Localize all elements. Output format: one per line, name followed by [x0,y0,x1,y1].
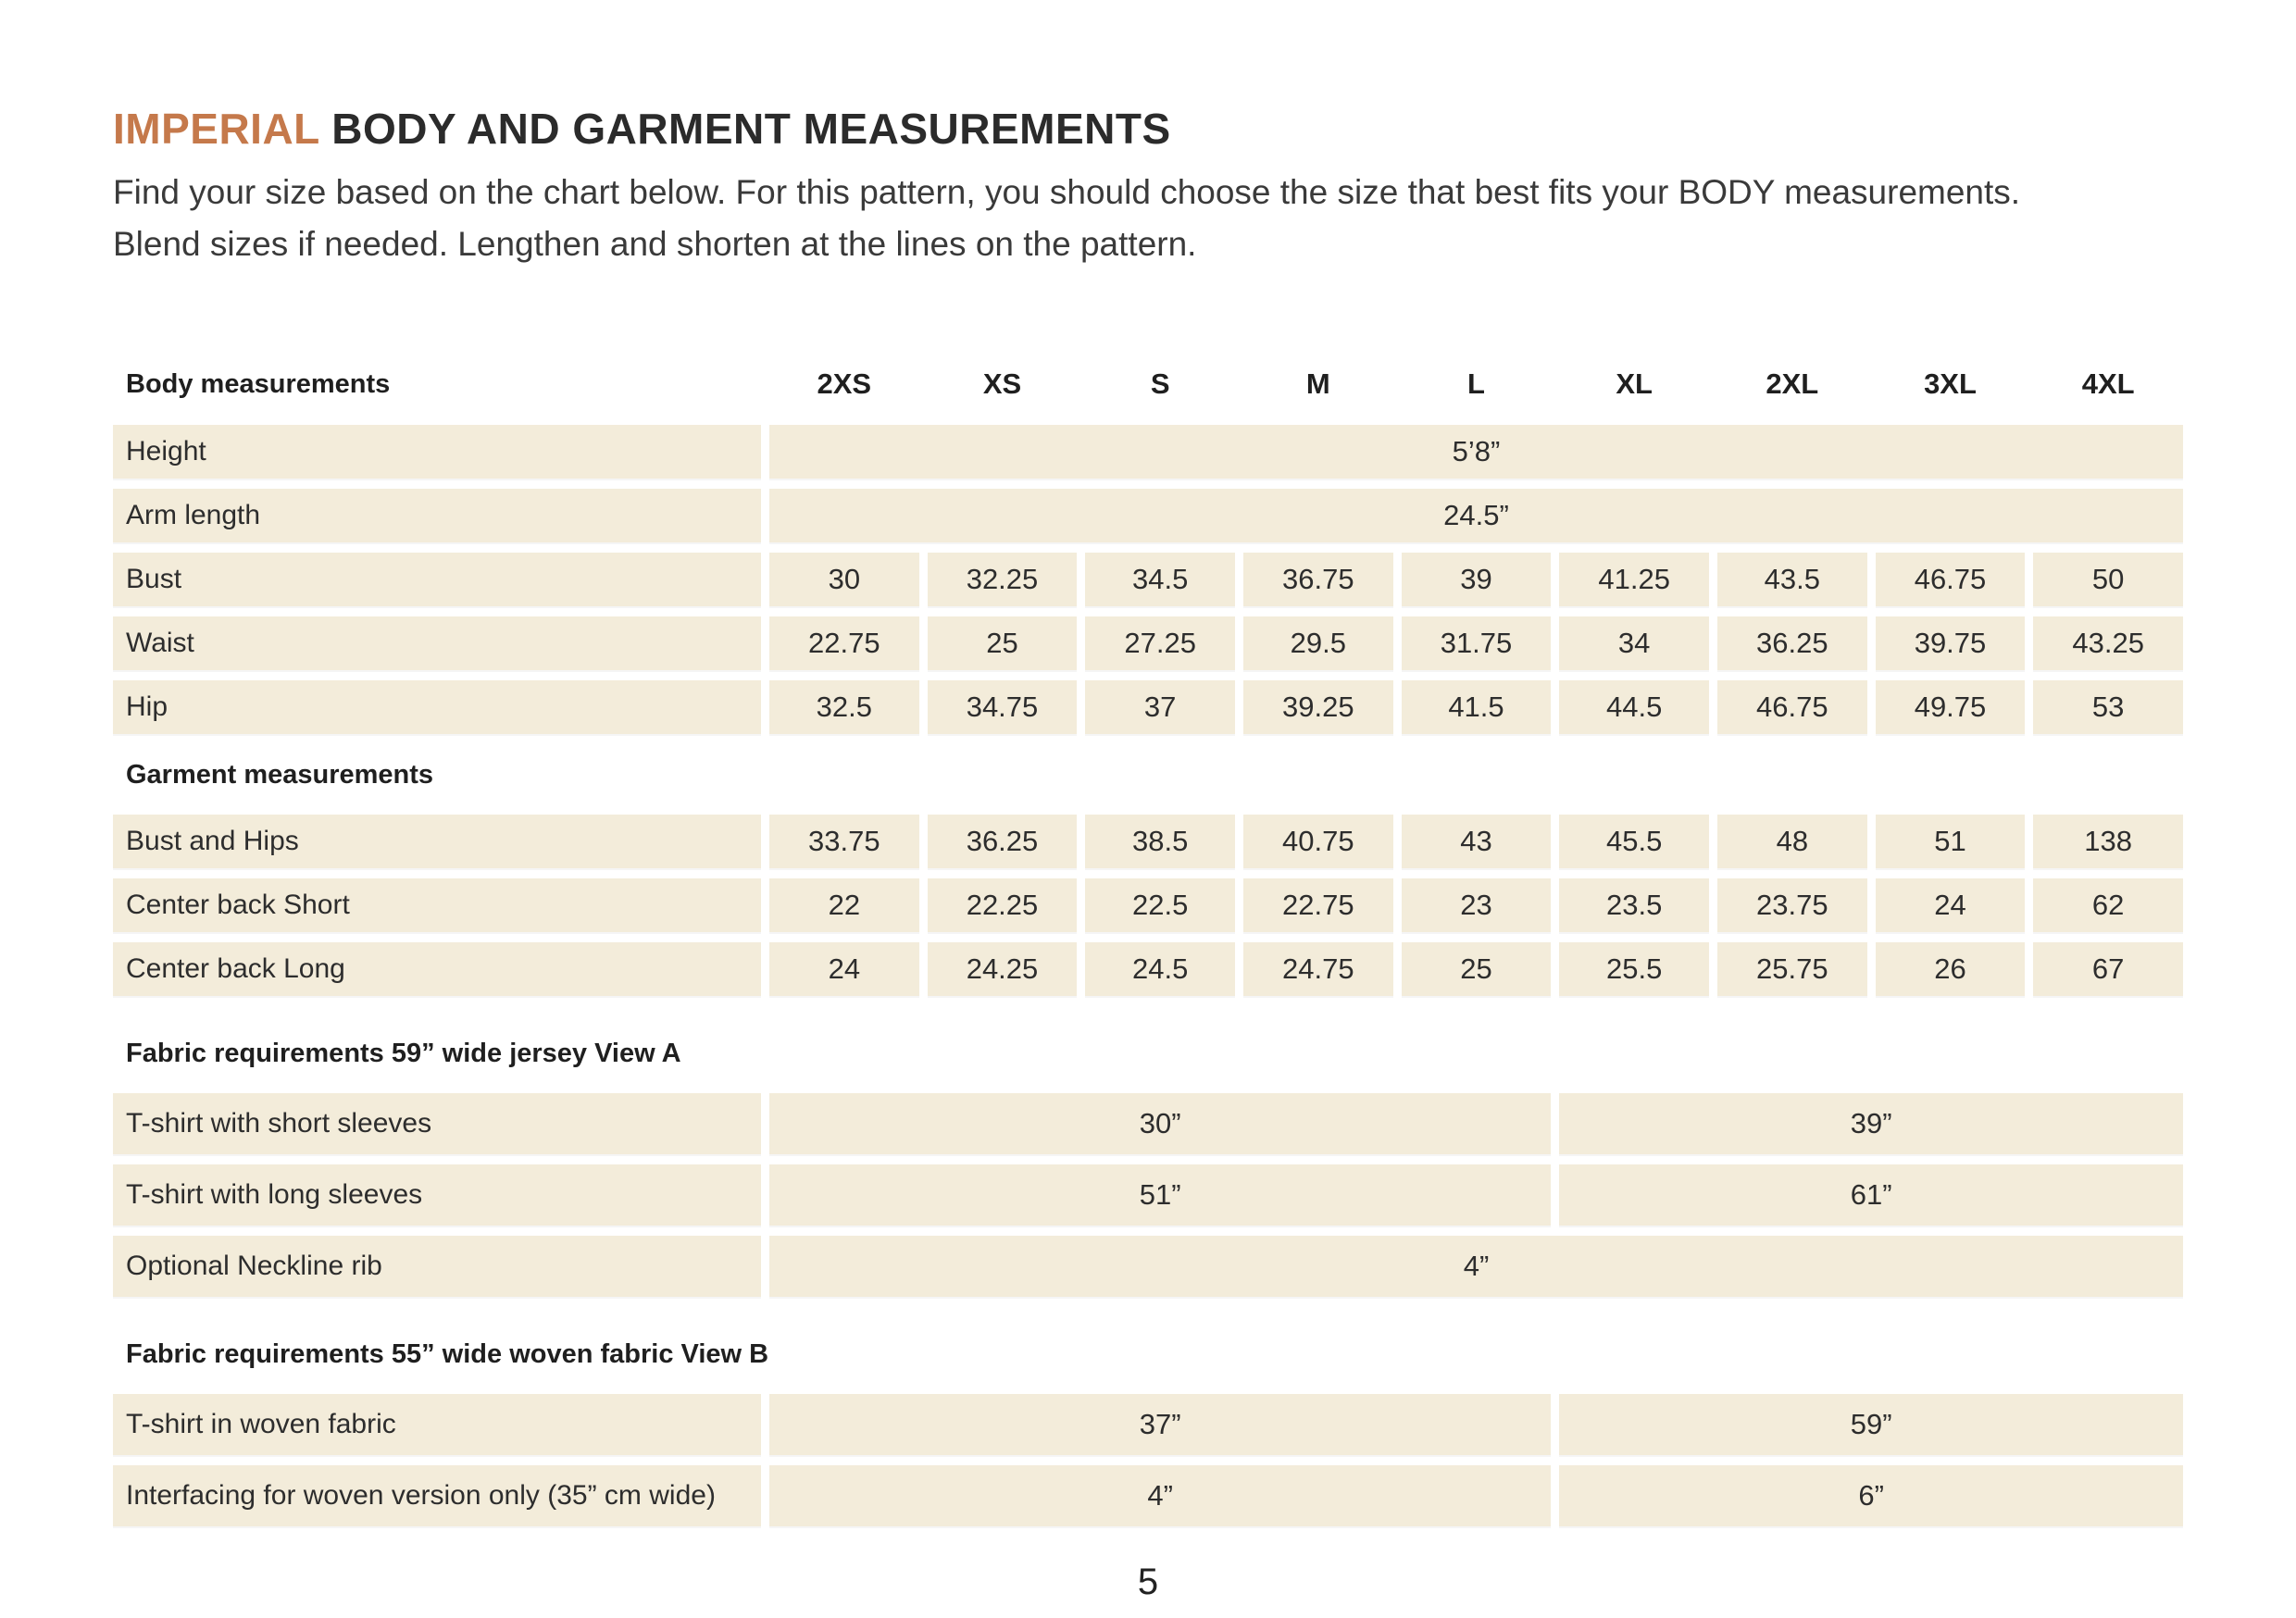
merged-value-cell-left: 51” [769,1164,1551,1226]
row-label: Hip [113,680,761,734]
value-cell: 41.25 [1559,553,1709,606]
row-label: T-shirt in woven fabric [113,1394,761,1455]
value-cell: 43.25 [2033,616,2183,670]
value-cell: 22.75 [1243,878,1393,932]
row-label: Center back Short [113,878,761,932]
table-row [113,616,2183,670]
table-row [113,1164,2183,1226]
value-cell: 53 [2033,680,2183,734]
value-cell: 34 [1559,616,1709,670]
table-row [113,1093,2183,1154]
merged-value-cell-right: 61” [1559,1164,2183,1226]
row-label: Bust and Hips [113,815,761,868]
size-table [113,358,2183,1526]
value-cell: 25.5 [1559,942,1709,996]
value-cell: 29.5 [1243,616,1393,670]
size-header-4xl: 4XL [2081,367,2135,400]
merged-value-cell-left: 4” [769,1465,1551,1526]
table-row [113,942,2183,996]
value-cell: 25 [1402,942,1552,996]
row-label: Bust [113,553,761,606]
value-cell: 23.5 [1559,878,1709,932]
section-heading: Fabric requirements 55” wide woven fabric View B [126,1339,769,1369]
value-cell: 24 [769,942,919,996]
value-cell: 39 [1402,553,1552,606]
value-cell: 27.25 [1085,616,1235,670]
page-title [113,104,2183,154]
value-cell: 34.5 [1085,553,1235,606]
value-cell: 24.5 [1085,942,1235,996]
table-row [113,878,2183,932]
value-cell: 36.25 [928,815,1078,868]
table-row [113,1394,2183,1455]
value-cell: 30 [769,553,919,606]
value-cell: 36.75 [1243,553,1393,606]
value-cell: 22 [769,878,919,932]
value-cell: 43.5 [1717,553,1867,606]
section-heading: Fabric requirements 59” wide jersey View A [126,1039,681,1068]
size-header-l: L [1467,367,1485,400]
value-cell: 46.75 [1876,553,2026,606]
value-cell: 39.25 [1243,680,1393,734]
row-label: Center back Long [113,942,761,996]
table-header-row [113,358,2183,410]
value-cell: 138 [2033,815,2183,868]
value-cell: 62 [2033,878,2183,932]
value-cell: 22.5 [1085,878,1235,932]
row-label: T-shirt with short sleeves [113,1093,761,1154]
merged-value-cell: 24.5” [769,489,2183,542]
size-header-3xl: 3XL [1924,367,1977,400]
value-cell: 23 [1402,878,1552,932]
size-header-2xl: 2XL [1766,367,1819,400]
value-cell: 24.75 [1243,942,1393,996]
value-cell: 50 [2033,553,2183,606]
merged-value-cell-right: 6” [1559,1465,2183,1526]
value-cell: 40.75 [1243,815,1393,868]
value-cell: 44.5 [1559,680,1709,734]
intro-text: Find your size based on the chart below. For this pattern, you should choose the size that best fits your BODY measurements. Blend sizes if needed. Lengthen and shorten at the lines on the pattern. [113,173,2021,263]
table-row [113,489,2183,542]
page-number: 5 [1137,1562,1159,1602]
value-cell: 38.5 [1085,815,1235,868]
value-cell: 45.5 [1559,815,1709,868]
value-cell: 46.75 [1717,680,1867,734]
value-cell: 26 [1876,942,2026,996]
row-label: Interfacing for woven version only (35” cm wide) [113,1465,761,1526]
value-cell: 51 [1876,815,2026,868]
column-header-body-measurements: Body measurements [126,368,391,399]
value-cell: 31.75 [1402,616,1552,670]
pattern-name: IMPERIAL [113,105,319,153]
value-cell: 25 [928,616,1078,670]
merged-value-cell-right: 59” [1559,1394,2183,1455]
row-label: Waist [113,616,761,670]
value-cell: 34.75 [928,680,1078,734]
table-row [113,425,2183,479]
page-content [113,104,2183,1537]
value-cell: 22.25 [928,878,1078,932]
value-cell: 39.75 [1876,616,2026,670]
merged-value-cell-left: 37” [769,1394,1551,1455]
value-cell: 22.75 [769,616,919,670]
value-cell: 32.5 [769,680,919,734]
size-header-xl: XL [1616,367,1653,400]
value-cell: 33.75 [769,815,919,868]
merged-value-cell-left: 30” [769,1093,1551,1154]
size-header-s: S [1150,367,1170,400]
size-header-xs: XS [982,367,1022,400]
value-cell: 23.75 [1717,878,1867,932]
value-cell: 37 [1085,680,1235,734]
table-row [113,553,2183,606]
merged-value-cell: 5’8” [769,425,2183,479]
row-label: T-shirt with long sleeves [113,1164,761,1226]
value-cell: 67 [2033,942,2183,996]
row-label: Arm length [113,489,761,542]
table-row [113,680,2183,734]
value-cell: 48 [1717,815,1867,868]
page-title-text: BODY AND GARMENT MEASUREMENTS [318,105,1171,153]
table-row [113,1236,2183,1297]
value-cell: 32.25 [928,553,1078,606]
value-cell: 25.75 [1717,942,1867,996]
merged-value-cell-right: 39” [1559,1093,2183,1154]
table-row [113,815,2183,868]
value-cell: 49.75 [1876,680,2026,734]
value-cell: 43 [1402,815,1552,868]
size-table-body [113,425,2183,1526]
value-cell: 24.25 [928,942,1078,996]
value-cell: 41.5 [1402,680,1552,734]
size-header-2xs: 2XS [817,367,872,400]
value-cell: 36.25 [1717,616,1867,670]
row-label: Optional Neckline rib [113,1236,761,1297]
table-row [113,1465,2183,1526]
merged-value-cell: 4” [769,1236,2183,1297]
section-heading: Garment measurements [126,760,434,790]
size-header-m: M [1305,367,1330,400]
row-label: Height [113,425,761,479]
value-cell: 24 [1876,878,2026,932]
